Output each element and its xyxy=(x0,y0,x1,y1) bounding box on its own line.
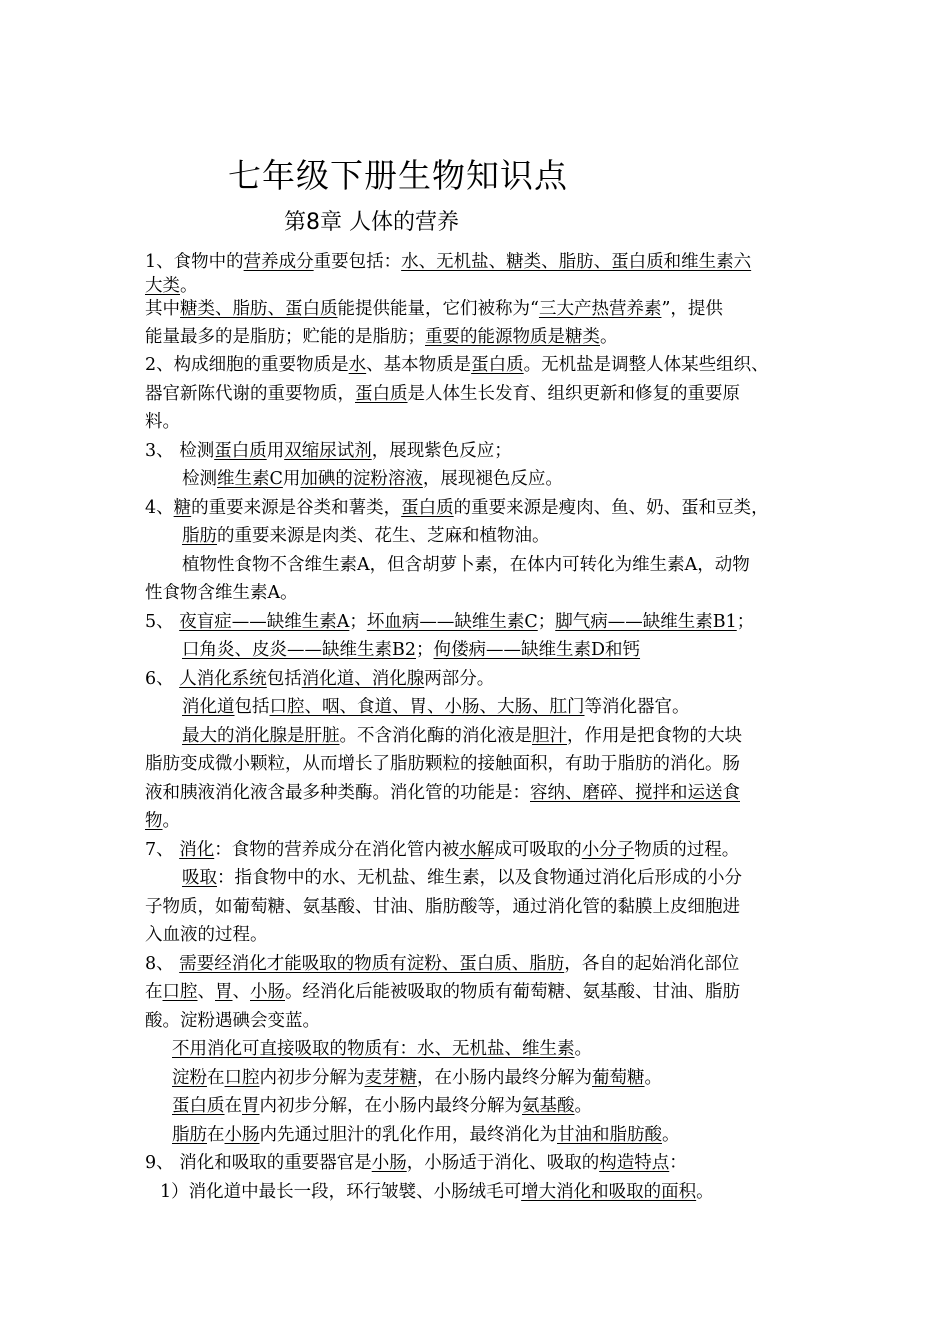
text-segment: 在 xyxy=(224,1096,242,1116)
text-segment: 9、 消化和吸取的重要器官是 xyxy=(145,1153,372,1173)
text-line xyxy=(145,923,268,947)
underlined-term: 蛋白质 xyxy=(471,355,524,375)
text-segment: ：食物的营养成分在消化管内被 xyxy=(214,840,460,860)
text-segment: 。不含消化酶的消化液是 xyxy=(339,726,532,746)
underlined-term: 增大消化和吸取的面积 xyxy=(521,1182,697,1202)
underlined-term: 蛋白质 xyxy=(214,441,267,461)
text-line xyxy=(182,695,690,719)
text-segment: 8、 xyxy=(145,954,180,974)
text-line xyxy=(145,980,740,1004)
text-segment: 脂肪变成微小颗粒，从而增长了脂肪颗粒的接触面积，有助于脂肪的消化。肠 xyxy=(145,754,740,774)
underlined-term: 最大的消化腺是肝脏 xyxy=(182,726,340,746)
underlined-term: 消化道、消化腺 xyxy=(301,669,425,689)
text-segment: 。 xyxy=(180,276,198,296)
underlined-term: 人消化系统 xyxy=(179,669,267,689)
text-line xyxy=(145,439,512,463)
underlined-term: 需要经消化才能吸取的物质有淀粉、蛋白质、脂肪 xyxy=(179,954,565,974)
text-line xyxy=(172,1066,662,1090)
underlined-term: 蛋白质 xyxy=(355,384,408,404)
underlined-term: 小肠 xyxy=(371,1153,407,1173)
text-segment: 。 xyxy=(600,327,618,347)
underlined-term: 佝偻病——缺维生素D和钙 xyxy=(433,640,641,660)
text-line xyxy=(145,581,298,605)
text-line xyxy=(182,866,742,890)
underlined-term: 蛋白质 xyxy=(172,1096,225,1116)
text-line xyxy=(145,610,754,634)
underlined-term: 麦芽糖 xyxy=(364,1068,417,1088)
text-segment: 是人体生长发育、组织更新和修复的重要原 xyxy=(407,384,740,404)
text-line xyxy=(160,1180,714,1204)
text-segment: 。经消化后能被吸取的物质有葡萄糖、氨基酸、甘油、脂肪 xyxy=(285,982,740,1002)
text-line xyxy=(182,524,550,548)
text-line xyxy=(145,325,618,349)
text-line xyxy=(145,1151,687,1175)
text-segment: 性食物含维生素A。 xyxy=(145,583,298,603)
text-segment: 。 xyxy=(644,1068,662,1088)
text-segment: 包括 xyxy=(266,669,302,689)
text-segment: 、 xyxy=(232,982,250,1002)
text-line xyxy=(145,895,740,919)
text-segment: 、 xyxy=(197,982,215,1002)
underlined-term: 胃 xyxy=(242,1096,260,1116)
underlined-term: 营养成分 xyxy=(243,252,314,272)
text-segment: 5、 xyxy=(145,612,180,632)
text-segment: 用 xyxy=(266,441,285,461)
underlined-term: 胆汁 xyxy=(532,726,567,746)
underlined-term: 维生素C xyxy=(217,469,283,489)
underlined-term: 水、无机盐、糖类、脂肪、蛋白质和维生素六 xyxy=(401,252,752,272)
text-line xyxy=(145,250,751,274)
underlined-term: 口腔 xyxy=(224,1068,260,1088)
text-segment: 液和胰液消化液含最多种类酶。消化管的功能是： xyxy=(145,783,530,803)
text-segment: 用 xyxy=(282,469,301,489)
underlined-term: 氨基酸 xyxy=(522,1096,575,1116)
text-segment: 3、 检测 xyxy=(145,441,215,461)
text-segment: 包括 xyxy=(234,697,270,717)
underlined-term: 糖类、脂肪、蛋白质 xyxy=(180,299,338,319)
text-segment: 的重要来源是肉类、花生、芝麻和植物油。 xyxy=(217,526,550,546)
document-title: 七年级下册生物知识点 xyxy=(228,156,568,195)
underlined-term: 脚气病——缺维生素B1 xyxy=(555,612,737,632)
text-line xyxy=(145,809,180,833)
text-segment: 。 xyxy=(662,1125,680,1145)
text-segment: ； xyxy=(537,612,556,632)
text-segment: 。 xyxy=(696,1182,714,1202)
text-line xyxy=(145,781,740,805)
text-segment: 内初步分解，在小肠内最终分解为 xyxy=(259,1096,522,1116)
underlined-term: 重要的能源物质是糖类 xyxy=(425,327,600,347)
text-segment: ； xyxy=(416,640,434,660)
underlined-term: 脂肪 xyxy=(182,526,217,546)
text-segment: 的重要来源是谷类和薯类， xyxy=(191,498,402,518)
underlined-term: 口腔、咽、食道、胃、小肠、大肠、肛门 xyxy=(269,697,585,717)
underlined-term: 三大产热营养素 xyxy=(538,299,662,319)
text-segment: 器官新陈代谢的重要物质， xyxy=(145,384,355,404)
text-segment: 2、构成细胞的重要物质是 xyxy=(145,355,349,375)
text-line xyxy=(145,952,739,976)
text-line xyxy=(145,667,494,691)
text-segment: 能提供能量，它们被称为“ xyxy=(337,299,539,319)
underlined-term: 不用消化可直接吸取的物质有：水、无机盐、维生素 xyxy=(172,1039,575,1059)
text-segment: 成可吸取的 xyxy=(494,840,582,860)
underlined-term: 小肠 xyxy=(250,982,285,1002)
text-line xyxy=(172,1037,592,1061)
text-segment: ，展现褪色反应。 xyxy=(422,469,563,489)
text-line xyxy=(145,382,740,406)
text-segment: 子物质，如葡萄糖、氨基酸、甘油、脂肪酸等，通过消化管的黏膜上皮细胞进 xyxy=(145,897,740,917)
text-line xyxy=(182,724,742,748)
text-segment: ； xyxy=(736,612,755,632)
text-segment: 。无机盐是调整人体某些组织、 xyxy=(523,355,769,375)
text-line xyxy=(145,752,740,776)
underlined-term: 小分子 xyxy=(581,840,635,860)
underlined-term: 小肠 xyxy=(224,1125,260,1145)
text-segment: 入血液的过程。 xyxy=(145,925,268,945)
text-line xyxy=(145,274,198,298)
underlined-term: 消化道 xyxy=(182,697,235,717)
text-segment: ”，提供 xyxy=(661,299,723,319)
text-segment: ； xyxy=(349,612,367,632)
text-segment: ：指食物中的水、无机盐、维生素，以及食物通过消化后形成的小分 xyxy=(217,868,742,888)
text-line xyxy=(145,297,723,321)
text-line xyxy=(145,496,769,520)
text-segment: ，在小肠内最终分解为 xyxy=(417,1068,592,1088)
text-segment: 物质的过程。 xyxy=(634,840,740,860)
text-segment: 检测 xyxy=(182,469,217,489)
text-segment: 在 xyxy=(207,1068,225,1088)
underlined-term: 蛋白质 xyxy=(401,498,454,518)
underlined-term: 水解 xyxy=(459,840,495,860)
text-segment: 内初步分解为 xyxy=(259,1068,365,1088)
underlined-term: 口角炎、皮炎——缺维生素B2 xyxy=(182,640,416,660)
text-segment: 在 xyxy=(207,1125,225,1145)
text-segment: 内先通过胆汁的乳化作用，最终消化为 xyxy=(259,1125,557,1145)
text-line xyxy=(172,1123,680,1147)
underlined-term: 加碘的淀粉溶液 xyxy=(300,469,423,489)
underlined-term: 胃 xyxy=(215,982,233,1002)
text-segment: 4、 xyxy=(145,498,174,518)
underlined-term: 坏血病——缺维生素C xyxy=(366,612,538,632)
underlined-term: 口腔 xyxy=(162,982,198,1002)
text-segment: 酸。淀粉遇碘会变蓝。 xyxy=(145,1011,320,1031)
underlined-term: 糖 xyxy=(173,498,192,518)
text-segment: 6、 xyxy=(145,669,180,689)
underlined-term: 大类 xyxy=(145,276,180,296)
text-segment: 料。 xyxy=(145,412,180,432)
underlined-term: 容纳、磨碎、搅拌和运送食 xyxy=(530,783,740,803)
underlined-term: 淀粉 xyxy=(172,1068,207,1088)
text-line xyxy=(145,1009,320,1033)
text-segment: 。 xyxy=(574,1039,592,1059)
text-segment: ，作用是把食物的大块 xyxy=(567,726,742,746)
text-segment: 、基本物质是 xyxy=(366,355,472,375)
chapter-heading: 第8章 人体的营养 xyxy=(284,210,459,235)
text-line xyxy=(182,553,750,577)
text-segment: 植物性食物不含维生素A，但含胡萝卜素，在体内可转化为维生素A，动物 xyxy=(182,555,750,575)
underlined-term: 葡萄糖 xyxy=(592,1068,645,1088)
text-segment: 的重要来源是瘦肉、鱼、奶、蛋和豆类， xyxy=(453,498,769,518)
text-segment: 等消化器官。 xyxy=(584,697,690,717)
text-segment: 1、食物中的 xyxy=(145,252,244,272)
text-segment: ： xyxy=(669,1153,687,1173)
underlined-term: 消化 xyxy=(179,840,215,860)
text-segment: ，展现紫色反应； xyxy=(371,441,512,461)
text-segment: 其中 xyxy=(145,299,180,319)
text-segment: 能量最多的是脂肪；贮能的是脂肪； xyxy=(145,327,425,347)
text-segment: 在 xyxy=(145,982,163,1002)
text-line xyxy=(145,838,739,862)
text-segment: 。 xyxy=(574,1096,592,1116)
text-segment: ，各自的起始消化部位 xyxy=(564,954,740,974)
underlined-term: 甘油和脂肪酸 xyxy=(557,1125,662,1145)
text-segment: 重要包括： xyxy=(313,252,402,272)
underlined-term: 物 xyxy=(145,811,163,831)
underlined-term: 构造特点 xyxy=(599,1153,670,1173)
text-segment: ，小肠适于消化、吸取的 xyxy=(406,1153,600,1173)
underlined-term: 水 xyxy=(348,355,367,375)
text-segment: 7、 xyxy=(145,840,180,860)
underlined-term: 双缩尿试剂 xyxy=(284,441,372,461)
underlined-term: 脂肪 xyxy=(172,1125,207,1145)
text-line xyxy=(145,353,769,377)
underlined-term: 吸取 xyxy=(182,868,217,888)
underlined-term: 夜盲症——缺维生素A xyxy=(179,612,350,632)
text-line xyxy=(172,1094,592,1118)
text-line xyxy=(145,410,180,434)
text-line xyxy=(182,638,640,662)
text-segment: 两部分。 xyxy=(424,669,495,689)
text-line xyxy=(182,467,563,491)
text-segment: 1）消化道中最长一段，环行皱襞、小肠绒毛可 xyxy=(160,1182,522,1202)
text-segment: 。 xyxy=(162,811,180,831)
